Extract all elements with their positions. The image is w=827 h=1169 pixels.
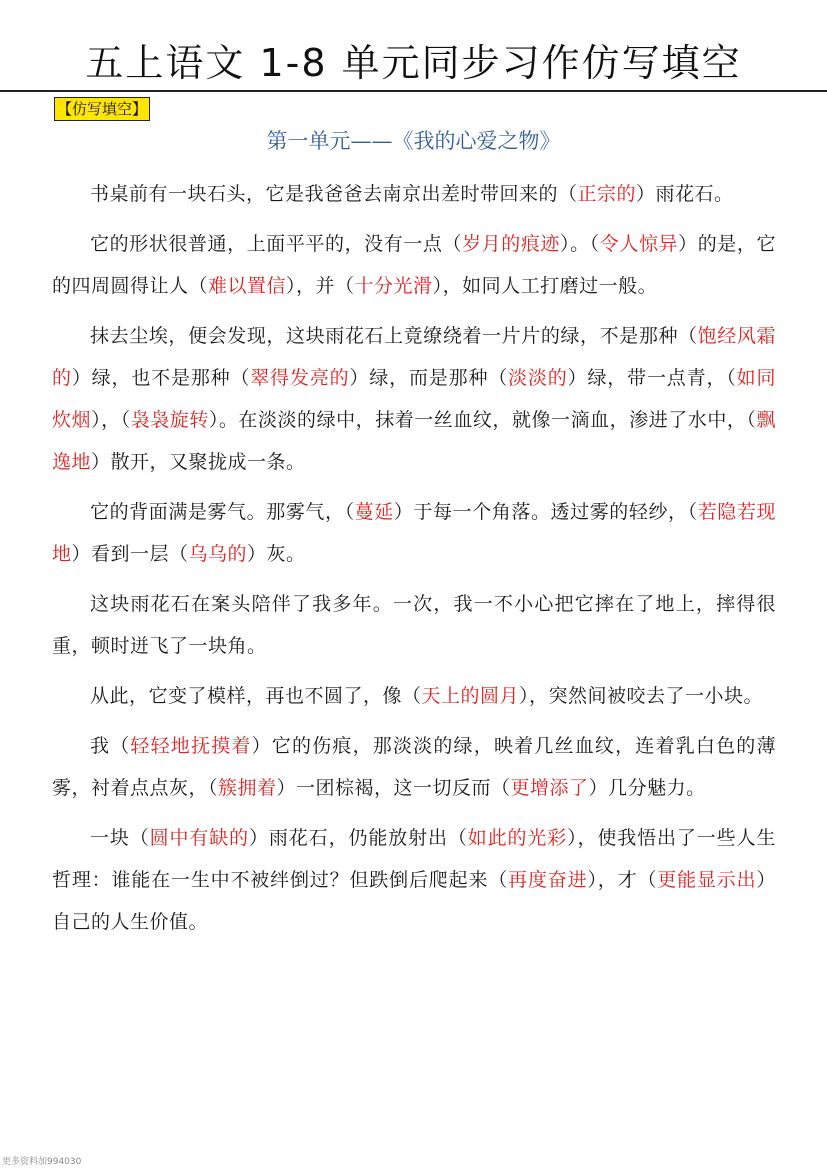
paragraph-text: ），如同人工打磨过一般。 — [432, 275, 658, 297]
title-divider — [0, 90, 827, 92]
page-title: 五上语文 1-8 单元同步习作仿写填空 — [85, 41, 742, 85]
paragraph-text: ）看到一层（ — [71, 543, 189, 565]
paragraph-text: ）灰。 — [247, 543, 306, 565]
fill-answer: 翠得发亮的 — [250, 367, 350, 389]
passage — [52, 173, 776, 951]
paragraph-text: ）绿，也不是那种（ — [71, 367, 251, 389]
fill-answer: 难以置信 — [208, 275, 287, 297]
paragraph-text: ）它的伤痕，那淡淡的绿，映着几丝血纹，连着乳白色的薄雾，衬着点点灰，（ — [52, 735, 776, 799]
paragraph-text: ）几分魅力。 — [588, 777, 706, 799]
paragraph-text: ）绿，而是那种（ — [349, 367, 509, 389]
paragraph-2 — [52, 223, 776, 307]
paragraph-text: 从此，它变了模样，再也不圆了，像（ — [90, 685, 422, 707]
paragraph-text: 它的背面满是雾气。那雾气，（ — [90, 501, 355, 523]
fill-answer: 令人惊异 — [599, 233, 679, 255]
unit-title: 第一单元——《我的心爱之物》 — [266, 129, 561, 153]
fill-answer: 更增添了 — [510, 777, 589, 799]
paragraph-8 — [52, 817, 776, 943]
paragraph-4 — [52, 491, 776, 575]
paragraph-text: ），并（ — [286, 275, 355, 297]
paragraph-text: ）散开，又聚拢成一条。 — [91, 451, 306, 473]
paragraph-text: ）一团棕褐，这一切反而（ — [276, 777, 511, 799]
paragraph-1 — [52, 173, 776, 215]
paragraph-text: ）自己的人生价值。 — [52, 869, 776, 933]
paragraph-text: ），才（ — [587, 869, 658, 891]
fill-answer: 更能显示出 — [657, 869, 757, 891]
footer-note: 更多资料加994030 — [2, 1157, 82, 1167]
paragraph-text: 抹去尘埃，便会发现，这块雨花石上竟缭绕着一片片的绿，不是那种（ — [90, 325, 698, 347]
fill-answer: 圆中有缺的 — [149, 827, 250, 849]
fill-answer: 袅袅旋转 — [130, 409, 209, 431]
paragraph-text: 它的形状很普通，上面平平的，没有一点（ — [90, 233, 463, 255]
fill-answer: 如此的光彩 — [467, 827, 568, 849]
fill-answer: 蔓延 — [354, 501, 394, 523]
paragraph-text: ）于每一个角落。透过雾的轻纱，（ — [393, 501, 698, 523]
fill-answer: 轻轻地抚摸着 — [130, 735, 252, 757]
fill-answer: 簇拥着 — [218, 777, 277, 799]
paragraph-text: ），（ — [91, 409, 131, 431]
paragraph-text: ），突然间被咬去了一小块。 — [519, 685, 764, 707]
fill-answer: 再度奋进 — [508, 869, 588, 891]
paragraph-text: ）。在淡淡的绿中，抹着一丝血纹，就像一滴血，渗进了水中，（ — [208, 409, 757, 431]
fill-answer: 乌乌的 — [188, 543, 248, 565]
paragraph-text: ）的是，它的四周圆得让人（ — [52, 233, 776, 297]
paragraph-text: ）雨花石，仍能放射出（ — [249, 827, 468, 849]
paragraph-text: 一块（ — [90, 827, 150, 849]
fill-answer: 饱经风霜的 — [52, 325, 776, 389]
paragraph-text: ），使我悟出了一些人生哲理：谁能在一生中不被绊倒过？但跌倒后爬起来（ — [52, 827, 776, 891]
paragraph-text: ）绿，带一点青，（ — [567, 367, 737, 389]
paragraph-5 — [52, 583, 776, 667]
fill-answer: 天上的圆月 — [421, 685, 520, 707]
fill-answer: 如同炊烟 — [52, 367, 776, 431]
fill-answer: 岁月的痕迹 — [462, 233, 561, 255]
paragraph-3 — [52, 315, 776, 483]
fill-answer: 十分光滑 — [354, 275, 433, 297]
fill-answer: 飘逸地 — [52, 409, 776, 473]
paragraph-6 — [52, 675, 776, 717]
paragraph-7 — [52, 725, 776, 809]
fill-answer: 正宗的 — [577, 183, 637, 205]
paragraph-text: 我（ — [90, 735, 131, 757]
fill-answer: 淡淡的 — [508, 367, 568, 389]
paragraph-text: 书桌前有一块石头，它是我爸爸去南京出差时带回来的（ — [90, 183, 578, 205]
fill-answer: 若隐若现地 — [52, 501, 776, 565]
section-tag: 【仿写填空】 — [54, 97, 150, 121]
paragraph-text: ）。（ — [560, 233, 600, 255]
paragraph-text: ）雨花石。 — [636, 183, 734, 205]
paragraph-text: 这块雨花石在案头陪伴了我多年。一次，我一不小心把它摔在了地上，摔得很重，顿时迸飞了一块角。 — [52, 593, 776, 657]
